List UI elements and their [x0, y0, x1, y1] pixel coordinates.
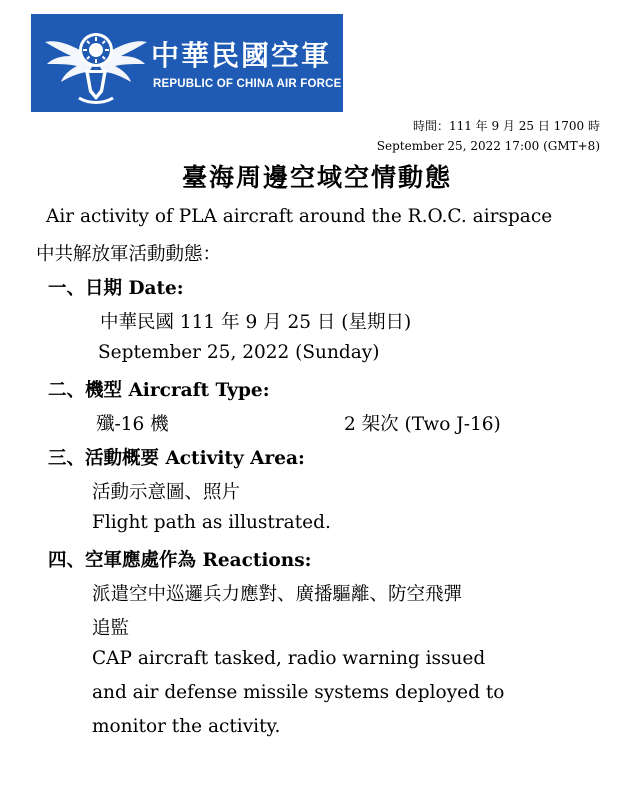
- reactions-en-line2: and air defense missile systems deployed to: [92, 682, 505, 703]
- logo-chinese-name: 中華民國空軍: [151, 39, 332, 72]
- logo-english-name: REPUBLIC OF CHINA AIR FORCE: [153, 78, 342, 90]
- reactions-en-line1: CAP aircraft tasked, radio warning issued: [92, 648, 486, 669]
- section-reactions-heading: 四、空軍應處作為 Reactions:: [48, 550, 312, 571]
- section-aircraft-heading: 二、機型 Aircraft Type:: [48, 380, 270, 401]
- activity-zh: 活動示意圖、照片: [92, 482, 241, 503]
- aircraft-type: 殲-16 機: [96, 414, 169, 435]
- aircraft-count: 2 架次 (Two J-16): [344, 414, 501, 435]
- reactions-en-line3: monitor the activity.: [92, 716, 281, 737]
- activity-en: Flight path as illustrated.: [92, 512, 331, 533]
- reactions-zh-line1: 派遣空中巡邏兵力應對、廣播驅離、防空飛彈: [92, 584, 463, 605]
- page-title: 臺海周邊空域空情動態: [181, 163, 452, 192]
- air-force-emblem-icon: [41, 20, 151, 108]
- timestamp-block: [377, 116, 600, 156]
- timestamp-en: September 25, 2022 17:00 (GMT+8): [376, 139, 600, 153]
- reactions-zh-line2: 追監: [92, 618, 130, 639]
- date-zh: 中華民國 111 年 9 月 25 日 (星期日): [100, 312, 412, 333]
- date-en: September 25, 2022 (Sunday): [98, 342, 380, 363]
- subtitle-en: Air activity of PLA aircraft around the R.O.C. airspace: [46, 206, 553, 227]
- section-date-heading: 一、日期 Date:: [48, 278, 184, 299]
- subtitle-zh: 中共解放軍活動動態：: [36, 244, 222, 265]
- section-activity-heading: 三、活動概要 Activity Area:: [48, 448, 305, 469]
- air-force-logo-banner: [31, 14, 343, 112]
- timestamp-zh: 時間：111 年 9 月 25 日 1700 時: [412, 119, 600, 133]
